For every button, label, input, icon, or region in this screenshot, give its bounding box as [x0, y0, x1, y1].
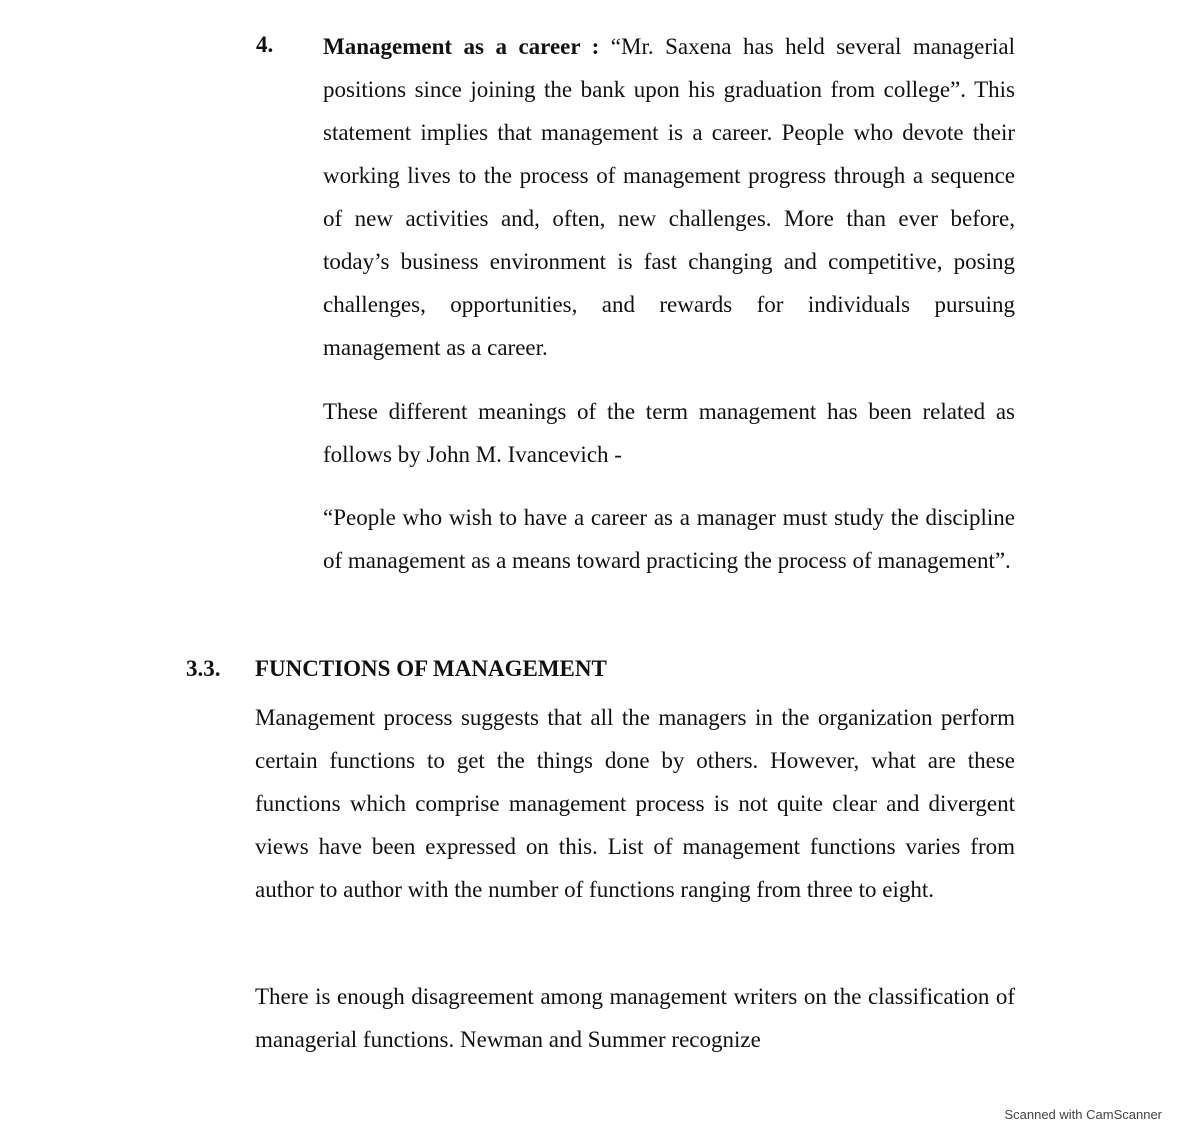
related-paragraph: These different meanings of the term management has been related as follows by John M. Ivancevich -: [323, 399, 1015, 467]
section-number: 3.3.: [186, 656, 221, 681]
process-paragraph: Management process suggests that all the managers in the organization perform certain functions to get the things done by others. However, what are these functions which comprise management process is not quite clear and divergent views have been expressed on this. List of management functions varies from author to author with the number of functions ranging from three to eight.: [255, 705, 1015, 902]
section-title: FUNCTIONS OF MANAGEMENT: [255, 656, 607, 681]
career-text: “Mr. Saxena has held several managerial positions since joining the bank upon his graduation from college”. This statement implies that management is a career. People who devote their working lives to the process of management progress through a sequence of new activities and, often, new challenges. More than ever before, today’s business environment is fast changing and competitive, posing challenges, opportunities, and rewards for individuals pursuing management as a career.: [323, 34, 1016, 360]
career-paragraph: [323, 25, 1015, 369]
quote-paragraph: “People who wish to have a career as a manager must study the discipline of management as a means toward practicing the process of management”.: [323, 505, 1015, 573]
career-heading: Management as a career :: [323, 34, 600, 59]
scanner-watermark: Scanned with CamScanner: [1004, 1107, 1162, 1122]
item-number: 4.: [256, 32, 274, 57]
disagreement-paragraph: There is enough disagreement among management writers on the classification of managerial functions. Newman and Summer recognize: [255, 984, 1015, 1052]
